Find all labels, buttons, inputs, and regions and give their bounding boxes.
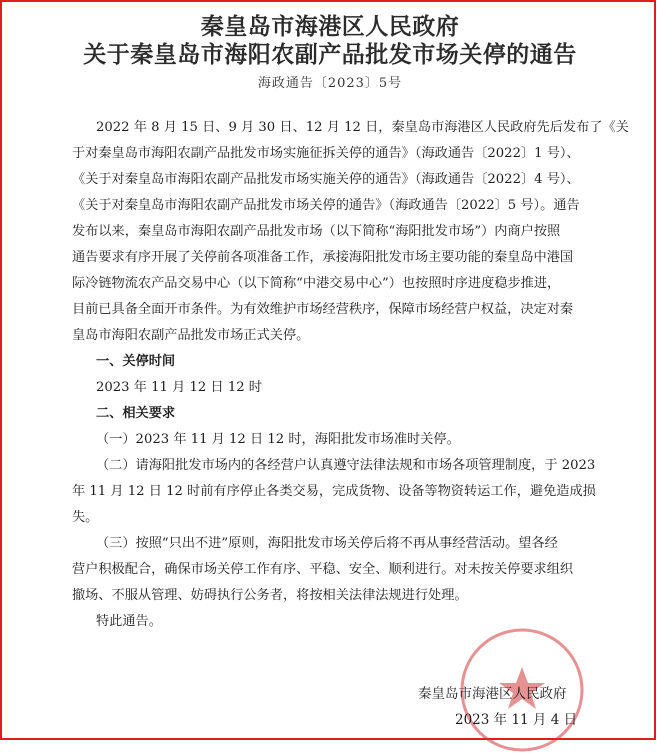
signature-date: 2023 年 11 月 4 日 — [455, 712, 578, 728]
requirement-1: （一）2023 年 11 月 12 日 12 时，海阳批发市场准时关停。 — [96, 432, 460, 447]
document-title-line1: 秦皇岛市海港区人民政府 — [200, 13, 460, 40]
closing-text: 特此通告。 — [96, 614, 162, 629]
requirement-3-line: 营户积极配合，确保市场关停工作有序、平稳、安全、顺利进行。对未按关停要求组织 — [72, 562, 574, 577]
section-heading-requirements: 二、相关要求 — [96, 406, 176, 421]
body-text-line: 目前已具备全面开市条件。为有效维护市场经营秩序，保障市场经营户权益，决定对秦 — [72, 302, 574, 317]
requirement-2-line: 年 11 月 12 日 12 时前有序停止各类交易，完成货物、设备等物资转运工作，避免造成损 — [72, 484, 596, 499]
body-text-line: 发布以来，秦皇岛市海阳农副产品批发市场（以下简称“海阳批发市场”）内商户按照 — [72, 224, 561, 239]
body-text-line: 2022 年 8 月 15 日、9 月 30 日、12 月 12 日，秦皇岛市海港区人民政府先后发布了《关 — [96, 120, 629, 135]
body-text-line: 际冷链物流农产品交易中心（以下简称“中港交易中心”）也按照时序进度稳步推进， — [72, 276, 561, 291]
document-title-line2: 关于秦皇岛市海阳农副产品批发市场关停的通告 — [83, 41, 577, 68]
requirement-3-line: （三）按照“只出不进”原则，海阳批发市场关停后将不再从事经营活动。望各经 — [96, 536, 558, 551]
close-time-text: 2023 年 11 月 12 日 12 时 — [96, 380, 262, 395]
requirement-2-line: 失。 — [72, 510, 99, 525]
body-text-line: 于对秦皇岛市海阳农副产品批发市场实施征拆关停的通告》（海政通告〔2022〕1 号）、 — [72, 146, 580, 161]
section-heading-close-time: 一、关停时间 — [96, 354, 176, 369]
requirement-2-line: （二）请海阳批发市场内的各经营户认真遵守法律法规和市场各项管理制度，于 2023 — [96, 458, 596, 473]
requirement-3-line: 撤场、不服从管理、妨碍执行公务者，将按相关法律法规进行处理。 — [72, 588, 468, 603]
signature-organization: 秦皇岛市海港区人民政府 — [418, 686, 567, 702]
body-text-line: 《关于对秦皇岛市海阳农副产品批发市场关停的通告》（海政通告〔2022〕5 号）。通告 — [72, 198, 580, 213]
document-number: 海政通告〔2023〕5号 — [257, 76, 403, 91]
body-text-line: 皇岛市海阳农副产品批发市场正式关停。 — [72, 328, 310, 343]
body-text-line: 通告要求有序开展了关停前各项准备工作，承接海阳批发市场主要功能的秦皇岛中港国 — [72, 250, 574, 265]
body-text-line: 《关于对秦皇岛市海阳农副产品批发市场实施关停的通告》（海政通告〔2022〕4 号）、 — [72, 172, 580, 187]
